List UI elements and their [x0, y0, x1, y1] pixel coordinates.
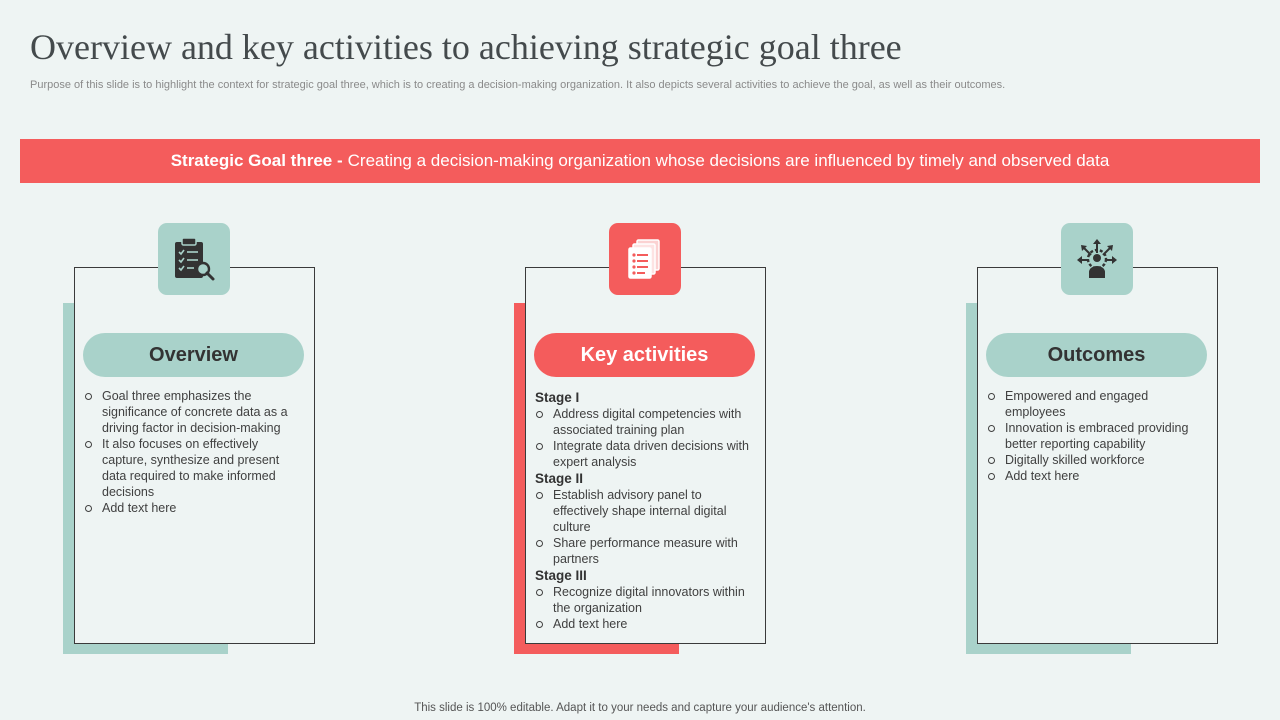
- key-activities-icon-box: [609, 223, 681, 295]
- document-list-icon: [627, 238, 663, 280]
- list-item: Digitally skilled workforce: [987, 452, 1202, 468]
- clipboard-checklist-search-icon: [172, 236, 216, 282]
- stage-title: Stage I: [535, 390, 580, 405]
- overview-heading: Overview: [83, 333, 304, 377]
- key-activities-heading: Key activities: [534, 333, 755, 377]
- banner-label: Strategic Goal three -: [170, 151, 343, 170]
- footer-note: This slide is 100% editable. Adapt it to your needs and capture your audience's attention.: [414, 702, 866, 714]
- key-activities-card: [514, 223, 769, 655]
- list-item: Integrate data driven decisions with expert analysis: [535, 438, 750, 470]
- page-title: Overview and key activities to achieving strategic goal three: [30, 27, 902, 67]
- list-item: Address digital competencies with associated training plan: [535, 406, 750, 438]
- strategic-goal-banner: [20, 139, 1260, 183]
- stage-title: Stage III: [535, 568, 587, 583]
- outcomes-body: [987, 388, 1202, 484]
- page-subtitle: Purpose of this slide is to highlight the context for strategic goal three, which is to creating a decision-making organization. It also depicts several activities to achieve the goal, as well as their outcomes.: [30, 79, 1006, 91]
- overview-icon-box: [158, 223, 230, 295]
- list-item: Innovation is embraced providing better reporting capability: [987, 420, 1202, 452]
- list-item: Add text here: [84, 500, 299, 516]
- stage-list: [535, 406, 750, 470]
- stage-list: [535, 487, 750, 567]
- list-item: Recognize digital innovators within the organization: [535, 584, 750, 616]
- outcomes-card: [966, 223, 1221, 655]
- banner-text: Creating a decision-making organization whose decisions are influenced by timely and observed data: [347, 151, 1110, 170]
- list-item: Share performance measure with partners: [535, 535, 750, 567]
- outcomes-list: [987, 388, 1202, 484]
- list-item: Establish advisory panel to effectively shape internal digital culture: [535, 487, 750, 535]
- list-item: Add text here: [987, 468, 1202, 484]
- overview-list: [84, 388, 299, 516]
- list-item: Empowered and engaged employees: [987, 388, 1202, 420]
- stage-list: [535, 584, 750, 632]
- leader-network-icon: [1075, 237, 1119, 281]
- list-item: Goal three emphasizes the significance of concrete data as a driving factor in decision-making: [84, 388, 299, 436]
- key-activities-body: [535, 389, 750, 632]
- list-item: It also focuses on effectively capture, synthesize and present data required to make informed decisions: [84, 436, 299, 500]
- overview-body: [84, 388, 299, 516]
- list-item: Add text here: [535, 616, 750, 632]
- outcomes-icon-box: [1061, 223, 1133, 295]
- outcomes-heading: Outcomes: [986, 333, 1207, 377]
- stage-title: Stage II: [535, 471, 584, 486]
- overview-card: [63, 223, 318, 655]
